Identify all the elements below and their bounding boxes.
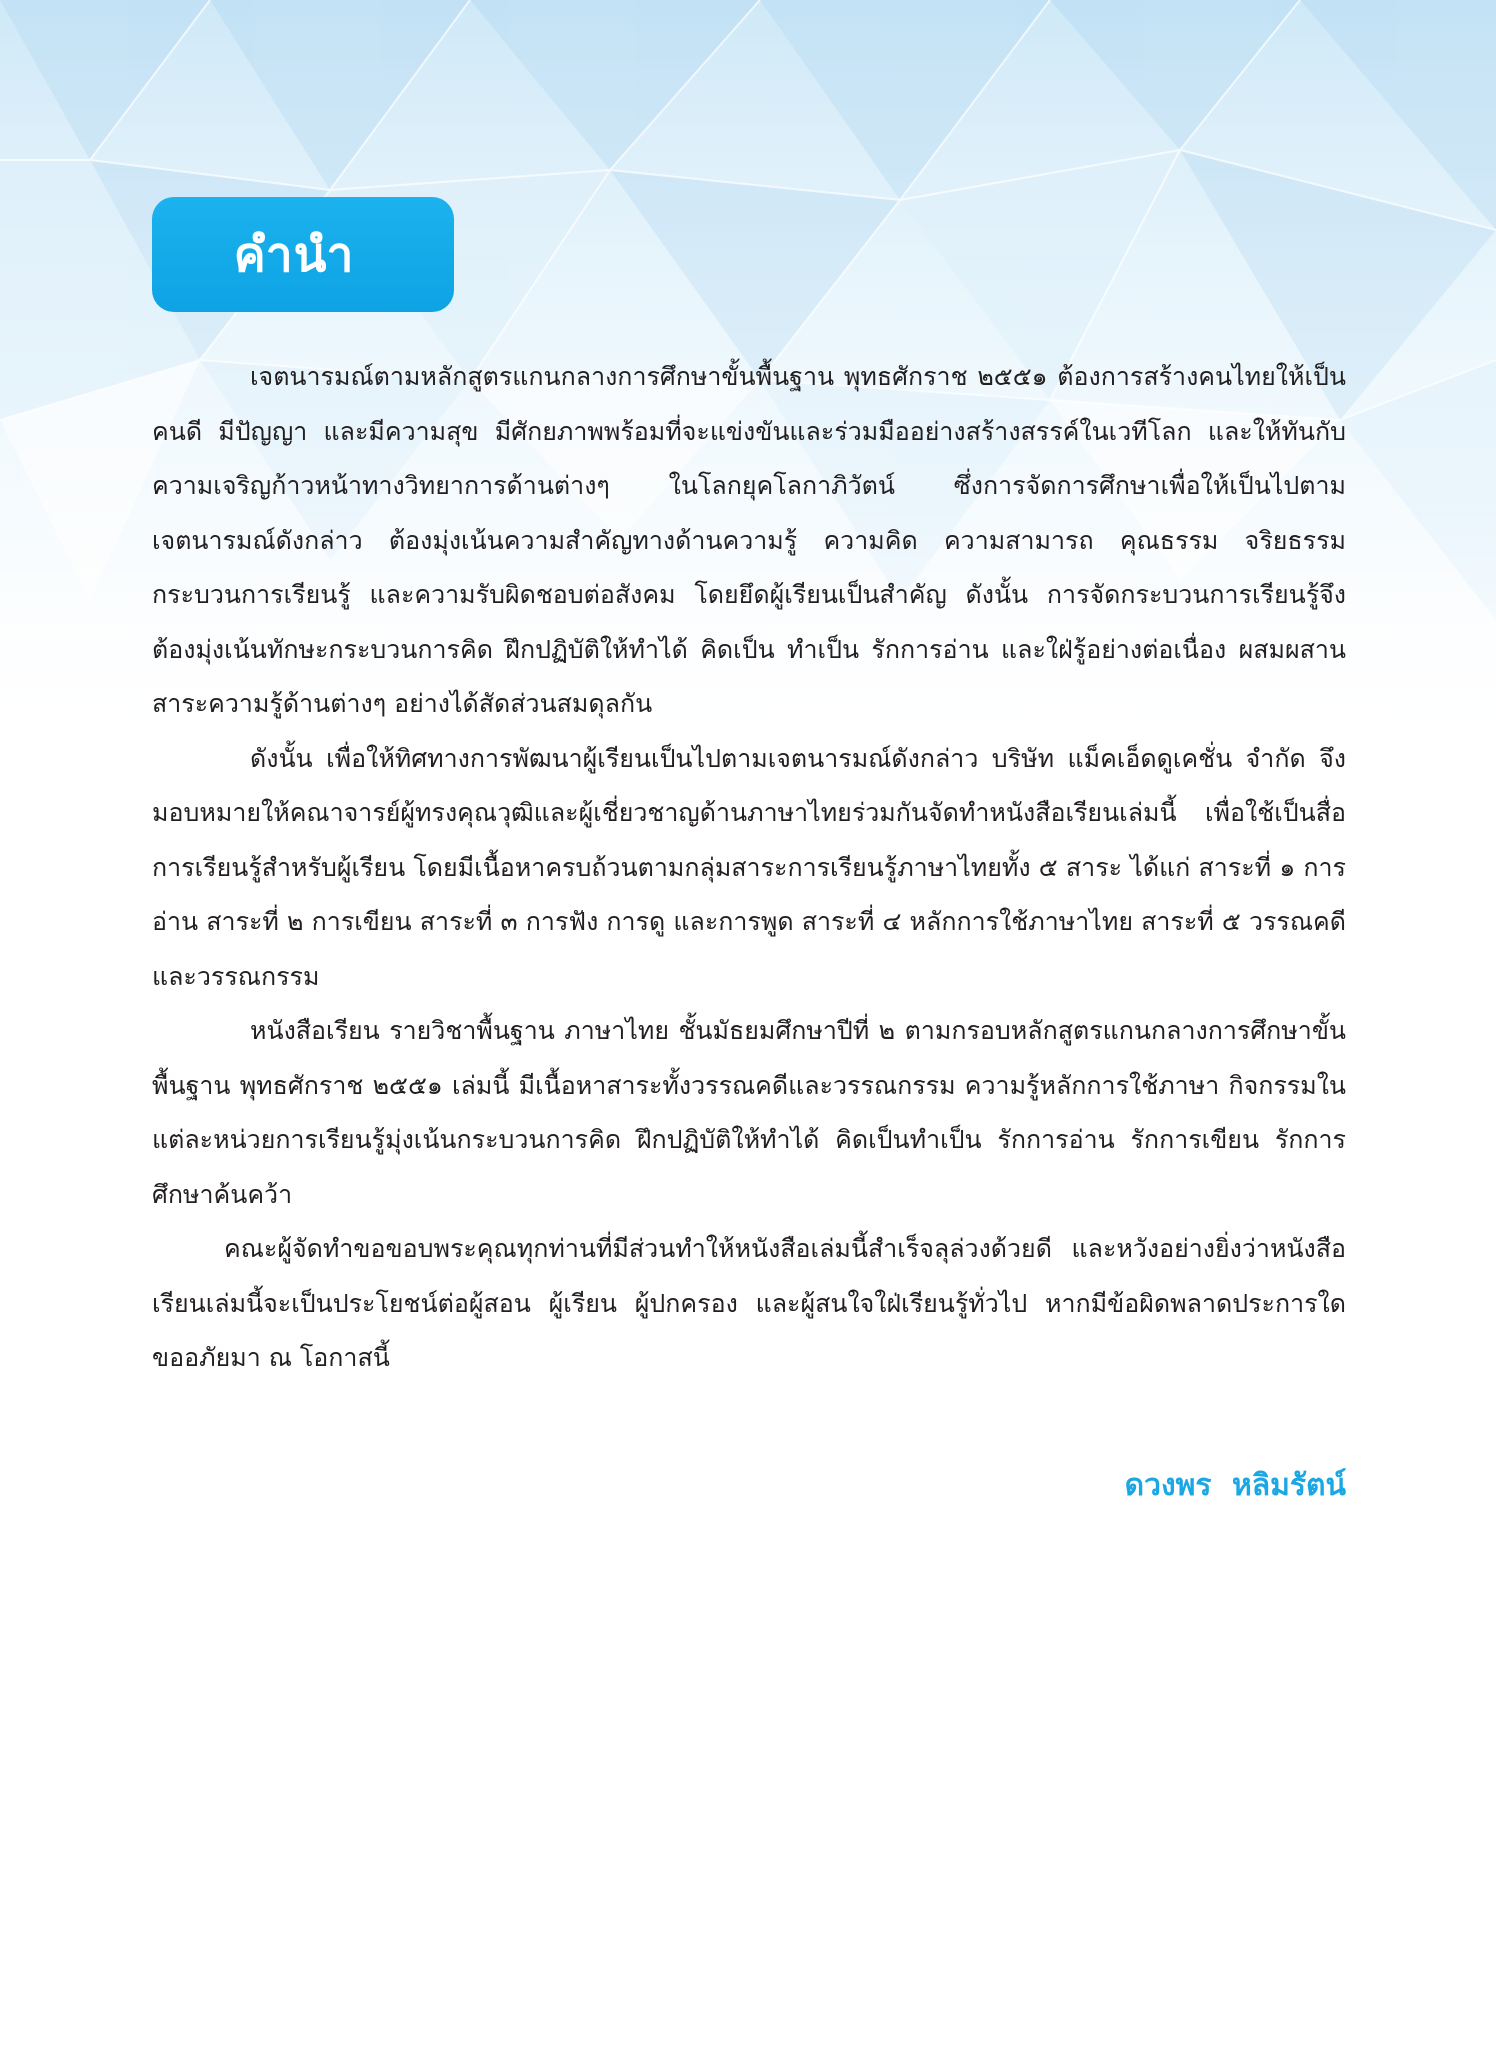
preface-body xyxy=(152,350,1346,1386)
paragraph-3: หนังสือเรียน รายวิชาพื้นฐาน ภาษาไทย ชั้นมัธยมศึกษาปีที่ ๒ ตามกรอบหลักสูตรแกนกลางการศึกษาขั้นพื้นฐาน พุทธศักราช ๒๕๕๑ เล่มนี้ มีเนื้อหาสาระทั้งวรรณคดีและวรรณกรรม ความรู้หลักการใช้ภาษา กิจกรรมในแต่ละหน่วยการเรียนรู้มุ่งเน้นกระบวนการคิด ฝึกปฏิบัติให้ทำได้ คิดเป็นทำเป็น รักการอ่าน รักการเขียน รักการศึกษาค้นคว้า xyxy=(152,1016,1346,1209)
paragraph-4: คณะผู้จัดทำขอขอบพระคุณทุกท่านที่มีส่วนทำให้หนังสือเล่มนี้สำเร็จลุล่วงด้วยดี และหวังอย่างยิ่งว่าหนังสือเรียนเล่มนี้จะเป็นประโยชน์ต่อผู้สอน ผู้เรียน ผู้ปกครอง และผู้สนใจใฝ่เรียนรู้ทั่วไป หากมีข้อผิดพลาดประการใดขออภัยมา ณ โอกาสนี้ xyxy=(152,1234,1346,1372)
page-title: คำนำ xyxy=(233,226,355,283)
paragraph-1: เจตนารมณ์ตามหลักสูตรแกนกลางการศึกษาขั้นพื้นฐาน พุทธศักราช ๒๕๕๑ ต้องการสร้างคนไทยให้เป็นคนดี มีปัญญา และมีความสุข มีศักยภาพพร้อมที่จะแข่งขันและร่วมมืออย่างสร้างสรรค์ในเวทีโลก และให้ทันกับความเจริญก้าวหน้าทางวิทยาการด้านต่างๆ ในโลกยุคโลกาภิวัตน์ ซึ่งการจัดการศึกษาเพื่อให้เป็นไปตามเจตนารมณ์ดังกล่าว ต้องมุ่งเน้นความสำคัญทางด้านความรู้ ความคิด ความสามารถ คุณธรรม จริยธรรม กระบวนการเรียนรู้ และความรับผิดชอบต่อสังคม โดยยึดผู้เรียนเป็นสำคัญ ดังนั้น การจัดกระบวนการเรียนรู้จึงต้องมุ่งเน้นทักษะกระบวนการคิด ฝึกปฏิบัติให้ทำได้ คิดเป็น ทำเป็น รักการอ่าน และใฝ่รู้อย่างต่อเนื่อง ผสมผสานสาระความรู้ด้านต่างๆ อย่างได้สัดส่วนสมดุลกัน xyxy=(152,362,1346,718)
paragraph-2: ดังนั้น เพื่อให้ทิศทางการพัฒนาผู้เรียนเป็นไปตามเจตนารมณ์ดังกล่าว บริษัท แม็คเอ็ดดูเคชั่น จำกัด จึงมอบหมายให้คณาจารย์ผู้ทรงคุณวุฒิและผู้เชี่ยวชาญด้านภาษาไทยร่วมกันจัดทำหนังสือเรียนเล่มนี้ เพื่อใช้เป็นสื่อการเรียนรู้สำหรับผู้เรียน โดยมีเนื้อหาครบถ้วนตามกลุ่มสาระการเรียนรู้ภาษาไทยทั้ง ๕ สาระ ได้แก่ สาระที่ ๑ การอ่าน สาระที่ ๒ การเขียน สาระที่ ๓ การฟัง การดู และการพูด สาระที่ ๔ หลักการใช้ภาษาไทย สาระที่ ๕ วรรณคดีและวรรณกรรม xyxy=(152,743,1346,991)
author-signature: ดวงพร หลิมรัตน์ xyxy=(1124,1468,1346,1503)
title-banner xyxy=(152,197,454,312)
